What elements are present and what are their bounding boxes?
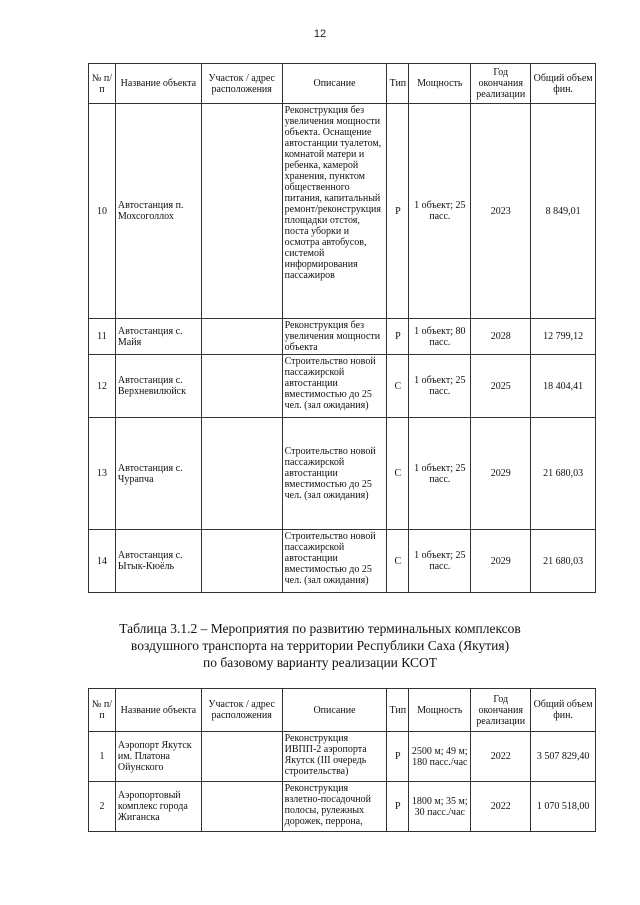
header-desc: Описание (282, 64, 387, 104)
header-num: № п/п (89, 689, 116, 732)
caption-line: воздушного транспорта на территории Республики Саха (Якутия) (130, 638, 510, 653)
row-year: 2022 (471, 732, 531, 782)
row-desc: Реконструкция без увеличения мощности объекта. Оснащение автостанции туалетом, комнатой матери и ребенка, камерой хранения, пунктом общественного питания, капитальный ремонт/реконструкция площадки отстоя, поста уборки и осмотра автобусов, системой информирования пассажиров (282, 104, 387, 319)
row-fin: 18 404,41 (531, 355, 596, 418)
row-fin: 21 680,03 (531, 418, 596, 530)
row-desc: Строительство новой пассажирской автостанции вместимостью до 25 чел. (зал ожидания) (282, 418, 387, 530)
row-type: Р (387, 732, 409, 782)
header-year: Год окончания реализации (471, 64, 531, 104)
header-type: Тип (387, 64, 409, 104)
row-name: Аэропортовый комплекс города Жиганска (115, 782, 201, 832)
header-name: Название объекта (115, 64, 201, 104)
row-power: 1 объект; 25 пасс. (409, 355, 471, 418)
row-fin: 21 680,03 (531, 530, 596, 593)
row-desc: Реконструкция без увеличения мощности объекта (282, 319, 387, 355)
header-num: № п/п (89, 64, 116, 104)
header-site: Участок / адрес расположения (201, 689, 282, 732)
table-row (89, 355, 596, 418)
row-name: Автостанция п. Мохсоголлох (115, 104, 201, 319)
row-desc: Реконструкция ИВПП-2 аэропорта Якутск (III очередь строительства) (282, 732, 387, 782)
row-name: Автостанция с. Верхневилюйск (115, 355, 201, 418)
row-site (201, 104, 282, 319)
air-terminals-table (88, 688, 596, 832)
row-num: 2 (89, 782, 116, 832)
row-type: С (387, 355, 409, 418)
row-site (201, 732, 282, 782)
row-name: Автостанция с. Ытык-Кюёль (115, 530, 201, 593)
row-power: 1 объект; 25 пасс. (409, 104, 471, 319)
header-fin: Общий объем фин. (531, 64, 596, 104)
table-caption (60, 620, 580, 671)
row-site (201, 319, 282, 355)
row-type: Р (387, 104, 409, 319)
row-num: 1 (89, 732, 116, 782)
row-name: Аэропорт Якутск им. Платона Ойунского (115, 732, 201, 782)
table-row (89, 319, 596, 355)
header-site: Участок / адрес расположения (201, 64, 282, 104)
row-year: 2029 (471, 418, 531, 530)
row-desc: Строительство новой пассажирской автостанции вместимостью до 25 чел. (зал ожидания) (282, 530, 387, 593)
bus-stations-table (88, 63, 596, 593)
row-year: 2029 (471, 530, 531, 593)
header-desc: Описание (282, 689, 387, 732)
caption-line: по базовому варианту реализации КСОТ (203, 655, 437, 670)
row-num: 11 (89, 319, 116, 355)
row-type: С (387, 530, 409, 593)
header-name: Название объекта (115, 689, 201, 732)
row-desc: Реконструкция взлетно-посадочной полосы, рулежных дорожек, перрона, (282, 782, 387, 832)
row-site (201, 782, 282, 832)
table-row (89, 732, 596, 782)
row-num: 12 (89, 355, 116, 418)
row-fin: 12 799,12 (531, 319, 596, 355)
row-power: 2500 м; 49 м; 180 пасс./час (409, 732, 471, 782)
row-num: 10 (89, 104, 116, 319)
row-site (201, 355, 282, 418)
row-name: Автостанция с. Чурапча (115, 418, 201, 530)
header-year: Год окончания реализации (471, 689, 531, 732)
row-desc: Строительство новой пассажирской автостанции вместимостью до 25 чел. (зал ожидания) (282, 355, 387, 418)
row-type: С (387, 418, 409, 530)
table-row (89, 530, 596, 593)
page-number: 12 (313, 28, 327, 40)
row-power: 1 объект; 80 пасс. (409, 319, 471, 355)
row-num: 14 (89, 530, 116, 593)
row-year: 2025 (471, 355, 531, 418)
header-power: Мощность (409, 64, 471, 104)
row-year: 2028 (471, 319, 531, 355)
header-power: Мощность (409, 689, 471, 732)
row-power: 1800 м; 35 м; 30 пасс./час (409, 782, 471, 832)
row-num: 13 (89, 418, 116, 530)
row-name: Автостанция с. Майя (115, 319, 201, 355)
row-fin: 1 070 518,00 (531, 782, 596, 832)
row-fin: 8 849,01 (531, 104, 596, 319)
row-fin: 3 507 829,40 (531, 732, 596, 782)
row-year: 2022 (471, 782, 531, 832)
row-power: 1 объект; 25 пасс. (409, 530, 471, 593)
row-power: 1 объект; 25 пасс. (409, 418, 471, 530)
table-row (89, 104, 596, 319)
header-fin: Общий объем фин. (531, 689, 596, 732)
table-header-row (89, 689, 596, 732)
caption-line: Таблица 3.1.2 – Мероприятия по развитию терминальных комплексов (119, 621, 521, 636)
row-site (201, 530, 282, 593)
table-row (89, 418, 596, 530)
row-type: Р (387, 782, 409, 832)
row-type: Р (387, 319, 409, 355)
row-year: 2023 (471, 104, 531, 319)
row-site (201, 418, 282, 530)
table-header-row (89, 64, 596, 104)
header-type: Тип (387, 689, 409, 732)
table-row (89, 782, 596, 832)
